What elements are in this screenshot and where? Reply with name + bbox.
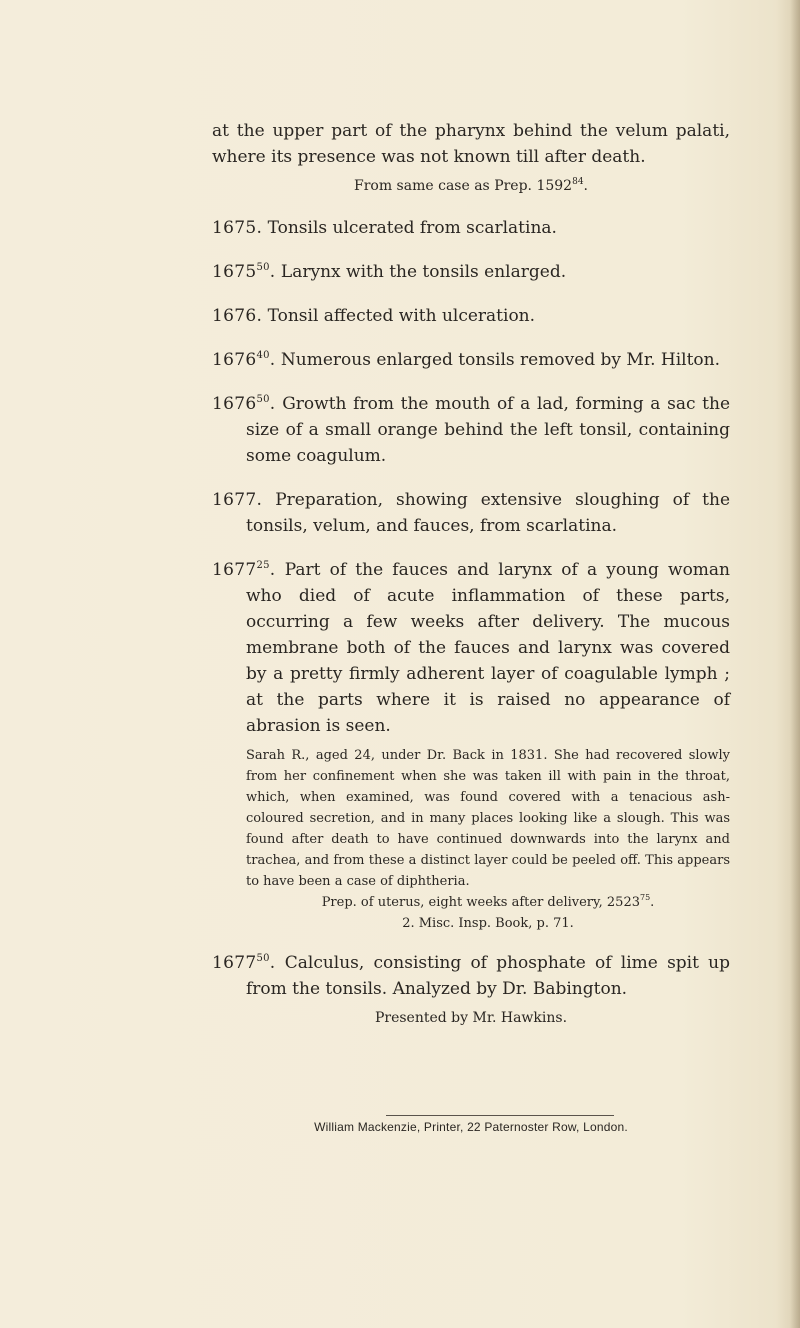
catalogue-entry-1675: 1675. Tonsils ulcerated from scarlatina. [212, 218, 557, 238]
presented-note: Presented by Mr. Hawkins. [374, 1010, 568, 1026]
intro-paragraph: at the upper part of the pharynx behind the velum palati, where its presence was not known till after death. [212, 121, 730, 167]
catalogue-entry-1677-25: 1677$^{25}$. Part of the fauces and larynx of a young woman who died of acute inflammation of these parts, occurring a few weeks after delivery. The mucous membrane both of the fauces and larynx was covered by a pretty firmly adherent layer of coagulable lymph ; at the parts where it is raised no appearance of abrasion is seen. [212, 560, 731, 736]
intro-source-note: From same case as Prep. 1592$^{84}$. [354, 177, 588, 194]
imprint-rule [386, 1115, 614, 1116]
book-reference: 2. Misc. Insp. Book, p. 71. [402, 916, 574, 931]
catalogue-entry-1676-40: 1676$^{40}$. Numerous enlarged tonsils removed by Mr. Hilton. [212, 350, 721, 370]
catalogue-entry-1676-50: 1676$^{50}$. Growth from the mouth of a lad, forming a sac the size of a small orange behind the left tonsil, containing some coagulum. [212, 394, 731, 466]
printer-imprint: William Mackenzie, Printer, 22 Paternoster Row, London. [314, 1120, 628, 1134]
catalogue-entry-1677: 1677. Preparation, showing extensive sloughing of the tonsils, velum, and fauces, from scarlatina. [212, 490, 731, 536]
case-note: Sarah R., aged 24, under Dr. Back in 1831. She had recovered slowly from her confinement when she was taken ill with pain in the throat, which, when examined, was found covered with a tenacious ash-coloured secretion, and in many places looking like a slough. This was found after death to have continued downwards into the larynx and trachea, and from these a distinct layer could be peeled off. This appears to have been a case of diphtheria. [246, 748, 730, 889]
page-edge-shadow [790, 0, 800, 1328]
page-content [212, 118, 730, 1136]
catalogue-entry-1677-50: 1677$^{50}$. Calculus, consisting of phosphate of lime spit up from the tonsils. Analyzed by Dr. Babington. [212, 953, 731, 999]
prep-reference: Prep. of uterus, eight weeks after delivery, 2523$^{75}$. [321, 893, 655, 910]
catalogue-entry-1676: 1676. Tonsil affected with ulceration. [212, 306, 536, 326]
catalogue-entry-1675-50: 1675$^{50}$. Larynx with the tonsils enlarged. [212, 262, 567, 282]
